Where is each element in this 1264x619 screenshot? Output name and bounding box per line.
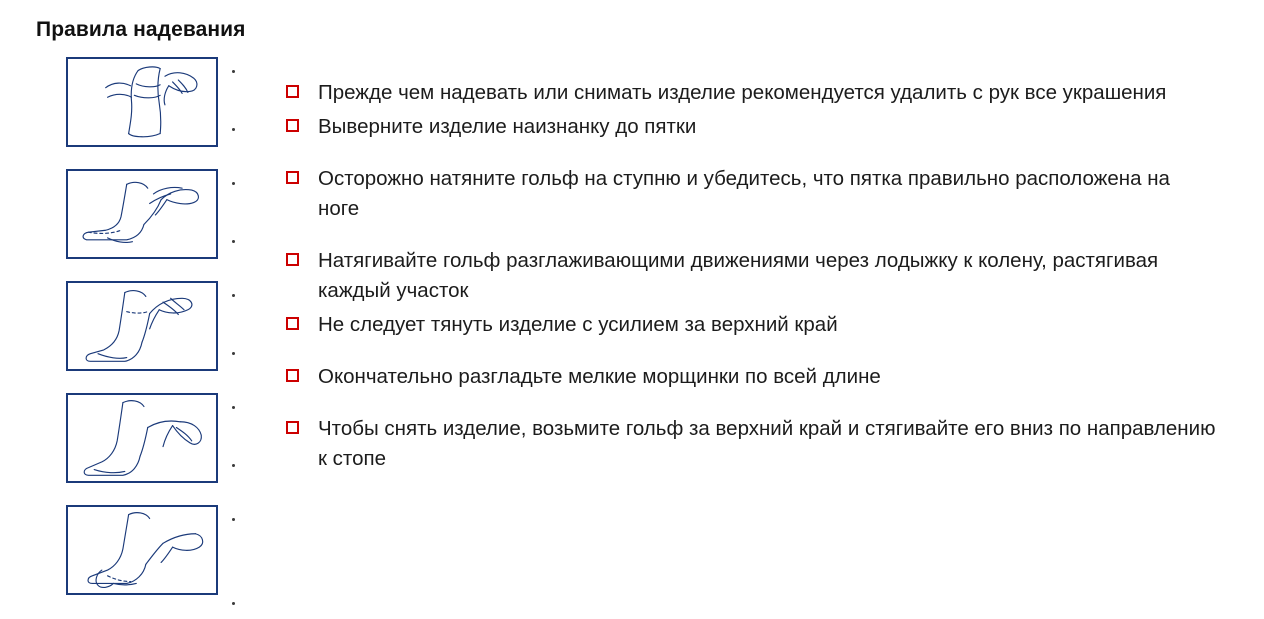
list-item-text: Прежде чем надевать или снимать изделие рекомендуется удалить с рук все украшения (318, 81, 1167, 104)
checkbox-bullet-icon (286, 119, 299, 132)
list-item-text: Натягивайте гольф разглаживающими движениями через лодыжку к колену, растягивая каждый участок (318, 249, 1159, 302)
page-title: Правила надевания (36, 18, 246, 41)
instruction-list (286, 78, 1216, 474)
list-item-text: Не следует тянуть изделие с усилием за верхний край (318, 313, 838, 336)
list-item-text: Окончательно разгладьте мелкие морщинки по всей длине (318, 365, 881, 388)
marker-dot (232, 182, 235, 185)
list-item (286, 414, 1216, 474)
marker-dot (232, 518, 235, 521)
list-item-text: Чтобы снять изделие, возьмите гольф за верхний край и стягивайте его вниз по направлению к стопе (318, 417, 1216, 470)
spacer (286, 224, 1216, 246)
figure-smooth-along-leg (66, 393, 218, 483)
marker-dot (232, 240, 235, 243)
spacer (286, 392, 1216, 414)
checkbox-bullet-icon (286, 171, 299, 184)
list-item (286, 112, 1216, 142)
figure-take-off (66, 505, 218, 595)
list-item (286, 164, 1216, 224)
illustration-column (66, 57, 220, 617)
marker-dot (232, 352, 235, 355)
marker-dot (232, 406, 235, 409)
checkbox-bullet-icon (286, 85, 299, 98)
spacer (286, 142, 1216, 164)
checkbox-bullet-icon (286, 421, 299, 434)
spacer (286, 340, 1216, 362)
checkbox-bullet-icon (286, 253, 299, 266)
marker-dot (232, 128, 235, 131)
marker-dot (232, 294, 235, 297)
marker-dot (232, 464, 235, 467)
figure-pull-over-foot (66, 169, 218, 259)
list-item (286, 310, 1216, 340)
list-item-text: Осторожно натяните гольф на ступню и убедитесь, что пятка правильно расположена на ноге (318, 167, 1170, 220)
figure-smooth-over-ankle (66, 281, 218, 371)
marker-dot (232, 602, 235, 605)
list-item (286, 246, 1216, 306)
checkbox-bullet-icon (286, 369, 299, 382)
list-item (286, 78, 1216, 108)
checkbox-bullet-icon (286, 317, 299, 330)
figure-remove-jewellery (66, 57, 218, 147)
marker-dot (232, 70, 235, 73)
list-item-text: Выверните изделие наизнанку до пятки (318, 115, 697, 138)
list-item (286, 362, 1216, 392)
